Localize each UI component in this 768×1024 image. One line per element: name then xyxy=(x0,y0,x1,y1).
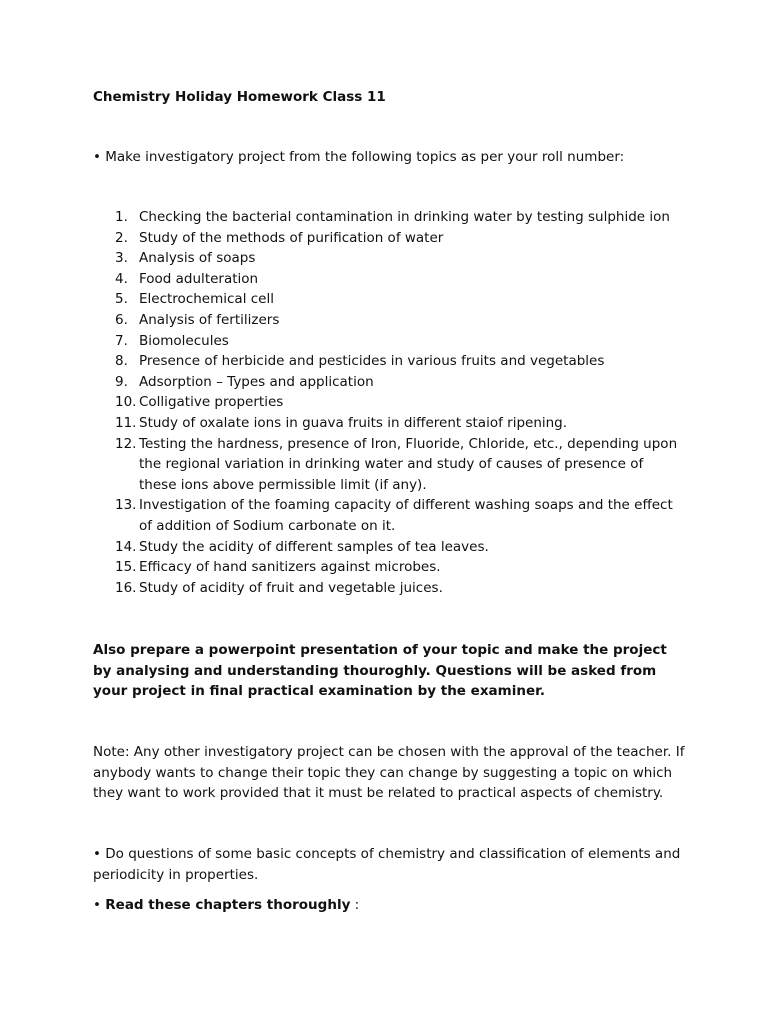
topic-text: Biomolecules xyxy=(139,332,229,349)
topic-text: Investigation of the foaming capacity of different washing soaps and the effect of addition of Sodium carbonate on it. xyxy=(139,497,673,534)
topic-item xyxy=(112,228,684,249)
topic-item xyxy=(112,248,684,269)
topic-number: 4. xyxy=(115,270,128,287)
presentation-note: Also prepare a powerpoint presentation of your topic and make the project by analysing and understanding thouroghly. Questions will be asked from your project in final practical examination by the examiner. xyxy=(93,642,667,700)
topic-text: Colligative properties xyxy=(139,394,284,411)
topic-item xyxy=(112,557,684,578)
topic-text: Study the acidity of different samples of tea leaves. xyxy=(139,538,489,555)
topic-item xyxy=(112,331,684,352)
topic-item xyxy=(112,351,684,372)
topic-text: Electrochemical cell xyxy=(139,291,274,308)
topic-number: 1. xyxy=(115,209,128,225)
topic-text: Adsorption – Types and application xyxy=(139,373,374,390)
topic-number: 12. xyxy=(115,435,137,452)
topic-number: 8. xyxy=(115,353,128,370)
read-bullet-bold: Read these chapters thoroughly xyxy=(105,897,351,913)
topic-number: 13. xyxy=(115,497,137,514)
teacher-note: Note: Any other investigatory project can be chosen with the approval of the teacher. If anybody wants to change their topic they can change by suggesting a topic on which they want to work provided that it must be related to practical aspects of chemistry. xyxy=(93,744,685,802)
topic-number: 6. xyxy=(115,311,128,328)
topic-item xyxy=(112,269,684,290)
read-chapters-bullet xyxy=(93,895,685,916)
topic-text: Testing the hardness, presence of Iron, Fluoride, Chloride, etc., depending upon the regional variation in drinking water and study of causes of presence of these ions above permissible limit (if any). xyxy=(139,435,678,493)
topic-text: Study of oxalate ions in guava fruits in different staiof ripening. xyxy=(139,414,568,431)
read-bullet-suffix: : xyxy=(350,897,360,913)
topic-item xyxy=(112,413,684,434)
topic-list xyxy=(112,207,684,598)
topic-text: Efficacy of hand sanitizers against microbes. xyxy=(139,559,441,576)
topic-item xyxy=(112,392,684,413)
topic-number: 14. xyxy=(115,538,137,555)
topic-text: Food adulteration xyxy=(139,270,259,287)
topic-number: 5. xyxy=(115,291,128,308)
topic-item xyxy=(112,289,684,310)
topic-item xyxy=(112,537,684,558)
topic-number: 3. xyxy=(115,250,128,267)
topic-number: 15. xyxy=(115,559,137,576)
topic-text: Checking the bacterial contamination in drinking water by testing sulphide ion xyxy=(139,209,670,225)
topic-number: 9. xyxy=(115,373,128,390)
topic-item xyxy=(112,578,684,599)
topic-number: 2. xyxy=(115,229,128,246)
topic-text: Study of acidity of fruit and vegetable juices. xyxy=(139,579,443,596)
topic-item xyxy=(112,207,684,228)
questions-bullet: • Do questions of some basic concepts of chemistry and classification of elements and periodicity in properties. xyxy=(93,846,681,883)
intro-bullet: • Make investigatory project from the following topics as per your roll number: xyxy=(93,149,625,165)
topic-item xyxy=(112,310,684,331)
topic-number: 10. xyxy=(115,394,137,411)
topic-text: Analysis of fertilizers xyxy=(139,311,280,328)
topic-text: Presence of herbicide and pesticides in various fruits and vegetables xyxy=(139,353,605,370)
topic-number: 11. xyxy=(115,414,137,431)
document-title: Chemistry Holiday Homework Class 11 xyxy=(93,89,386,105)
topic-item xyxy=(112,495,684,536)
topic-number: 7. xyxy=(115,332,128,349)
topic-number: 16. xyxy=(115,579,137,596)
read-bullet-prefix: • xyxy=(93,897,106,913)
topic-text: Analysis of soaps xyxy=(139,250,256,267)
topic-text: Study of the methods of purification of water xyxy=(139,229,444,246)
topic-item xyxy=(112,434,684,496)
topic-item xyxy=(112,372,684,393)
